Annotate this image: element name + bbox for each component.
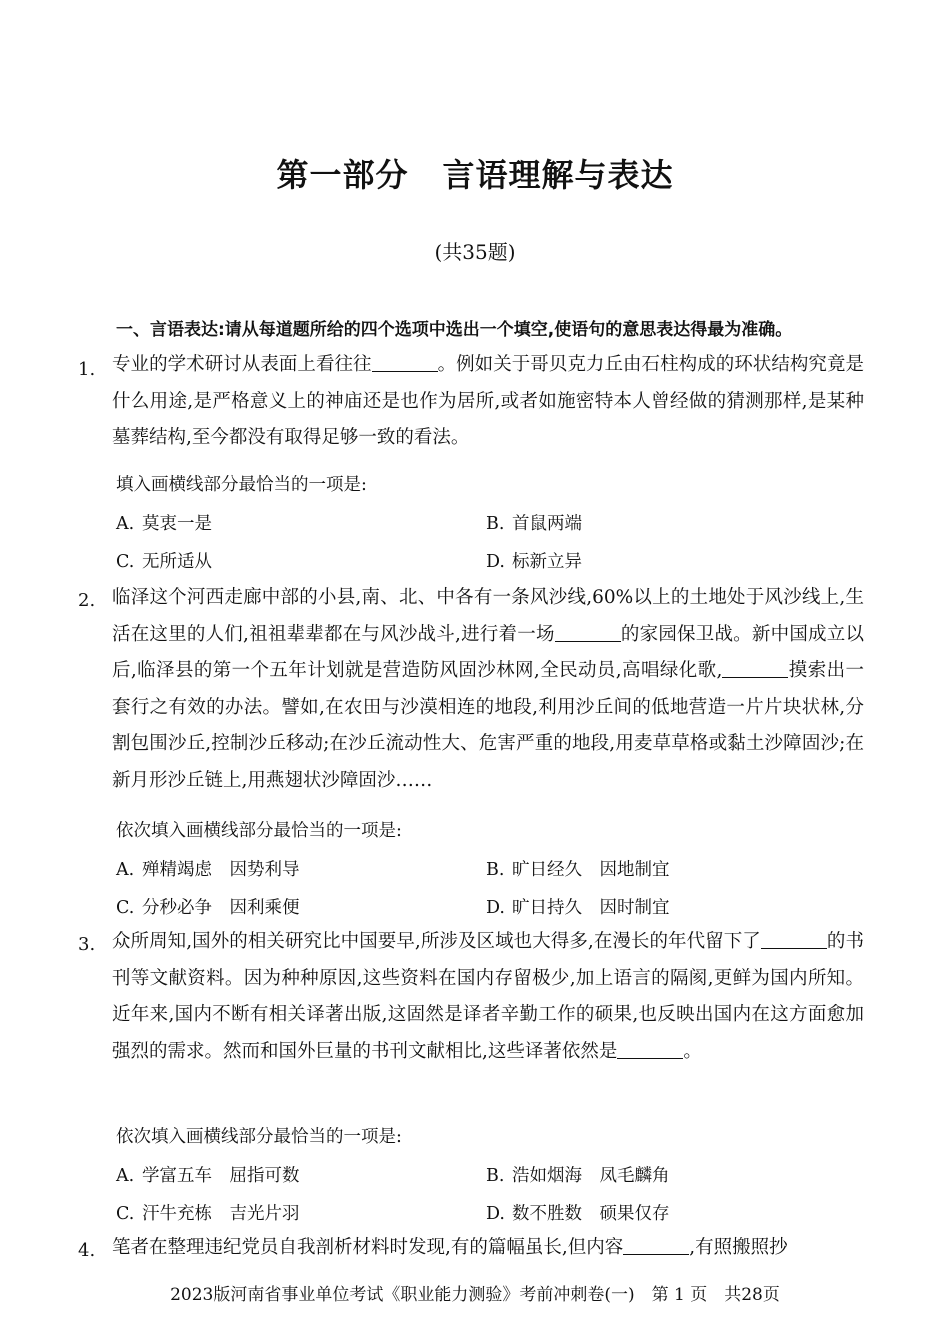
question-1-option-c[interactable]: C. 无所适从 xyxy=(116,552,212,572)
question-3-number: 3. xyxy=(78,934,96,955)
question-count: (共35题) xyxy=(434,240,516,264)
question-1-option-b[interactable]: B. 首鼠两端 xyxy=(486,514,582,534)
question-2-prompt: 依次填入画横线部分最恰当的一项是: xyxy=(116,821,402,841)
question-2-option-a[interactable]: A. 殚精竭虑 因势利导 xyxy=(116,860,300,880)
question-2-stem: 临泽这个河西走廊中部的小县,南、北、中各有一条风沙线,60%以上的土地处于风沙线上,生活在这里的人们,祖祖辈辈都在与风沙战斗,进行着一场 的家园保卫战。新中国成立以后,临泽县的第一个五年计划就是营造防风固沙林网,全民动员,高唱绿化歌, 摸索出一套行之有效的办法。譬如,在农田与沙漠相连的地段,利用沙丘间的低地营造一片片块状林,分割包围沙丘,控制沙丘移动;在沙丘流动性大、危害严重的地段,用麦草草格或黏土沙障固沙;在新月形沙丘链上,用燕翅状沙障固沙…… xyxy=(112,587,864,791)
question-3-option-c[interactable]: C. 汗牛充栋 吉光片羽 xyxy=(116,1204,300,1224)
blank-line xyxy=(555,623,621,642)
page-title xyxy=(0,150,950,196)
question-3-option-d[interactable]: D. 数不胜数 硕果仅存 xyxy=(486,1204,670,1224)
blank-line xyxy=(761,930,827,949)
question-3-option-b[interactable]: B. 浩如烟海 凤毛麟角 xyxy=(486,1166,670,1186)
question-2-option-d[interactable]: D. 旷日持久 因时制宜 xyxy=(486,898,670,918)
blank-line xyxy=(617,1040,683,1059)
question-1-prompt: 填入画横线部分最恰当的一项是: xyxy=(116,475,367,495)
question-2-number: 2. xyxy=(78,590,96,611)
question-3-stem: 众所周知,国外的相关研究比中国要早,所涉及区域也大得多,在漫长的年代留下了 的书刊等文献资料。因为种种原因,这些资料在国内存留极少,加上语言的隔阂,更鲜为国内所知。近年来,国内不断有相关译著出版,这固然是译者辛勤工作的硕果,也反映出国内在这方面愈加强烈的需求。然而和国外巨量的书刊文献相比,这些译著依然是 。 xyxy=(112,931,864,1062)
question-1-number: 1. xyxy=(78,359,96,380)
blank-line xyxy=(623,1236,689,1255)
question-4-number: 4. xyxy=(78,1240,96,1261)
part-title: 言语理解与表达 xyxy=(442,156,674,194)
blank-line xyxy=(722,659,788,678)
question-2-option-c[interactable]: C. 分秒必争 因利乘便 xyxy=(116,898,300,918)
page-footer: 2023版河南省事业单位考试《职业能力测验》考前冲刺卷(一) 第 1 页 共28页 xyxy=(170,1285,780,1305)
part-label: 第一部分 xyxy=(276,156,409,194)
question-3-prompt: 依次填入画横线部分最恰当的一项是: xyxy=(116,1127,402,1147)
question-1-option-a[interactable]: A. 莫衷一是 xyxy=(116,514,212,534)
question-2-option-b[interactable]: B. 旷日经久 因地制宜 xyxy=(486,860,670,880)
question-4-stem: 笔者在整理违纪党员自我剖析材料时发现,有的篇幅虽长,但内容 ,有照搬照抄 xyxy=(112,1237,788,1258)
question-1-option-d[interactable]: D. 标新立异 xyxy=(486,552,582,572)
question-1-stem: 专业的学术研讨从表面上看往往 。例如关于哥贝克力丘由石柱构成的环状结构究竟是什么用途,是严格意义上的神庙还是也作为居所,或者如施密特本人曾经做的猜测那样,是某种墓葬结构,至今都没有取得足够一致的看法。 xyxy=(112,354,864,448)
blank-line xyxy=(372,353,438,372)
section-instruction: 一、言语表达:请从每道题所给的四个选项中选出一个填空,使语句的意思表达得最为准确。 xyxy=(116,320,793,340)
question-3-option-a[interactable]: A. 学富五车 屈指可数 xyxy=(116,1166,300,1186)
